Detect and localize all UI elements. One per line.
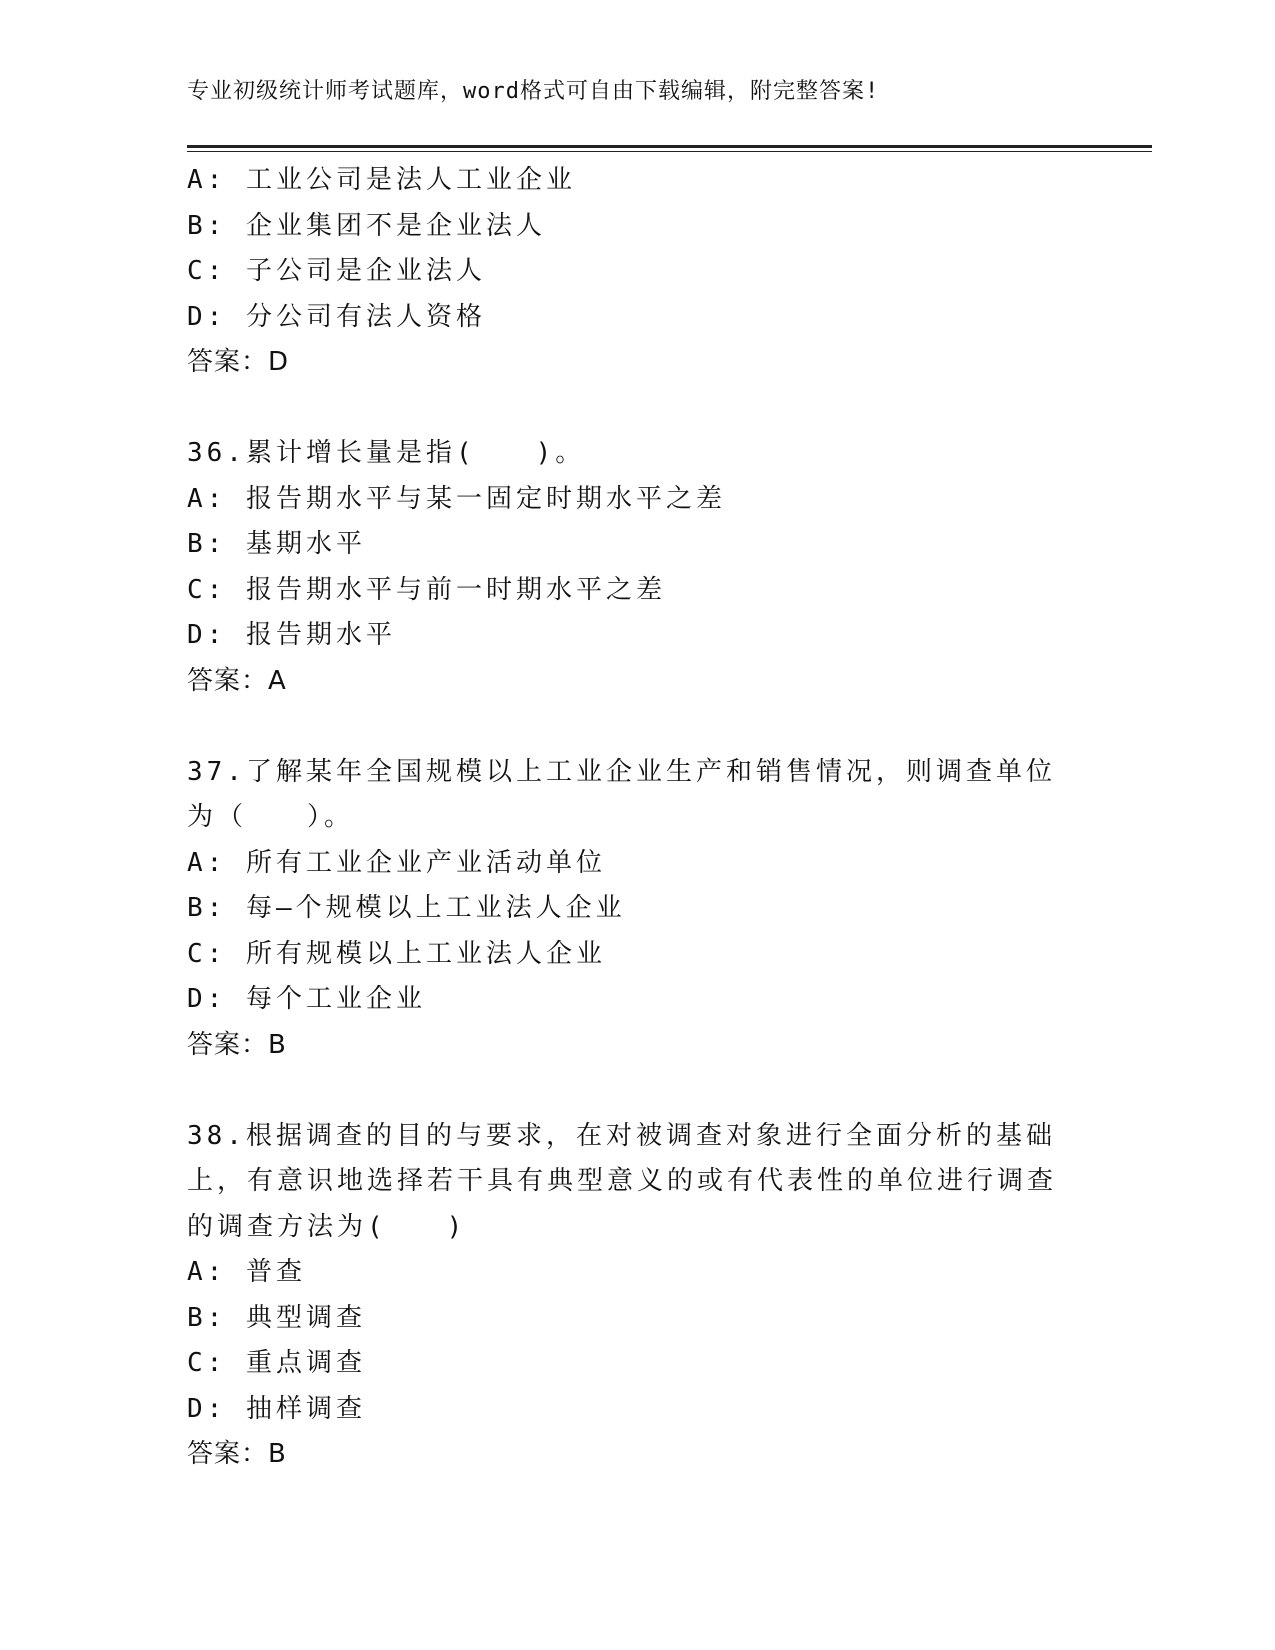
question-35 <box>187 158 1087 386</box>
option-b: B: 每—个规模以上工业法人企业 <box>187 893 626 923</box>
header-divider-thin <box>187 151 1152 152</box>
answer: 答案：B <box>187 1439 287 1469</box>
option-c: C: 所有规模以上工业法人企业 <box>187 938 606 969</box>
question-37 <box>187 750 1087 1069</box>
option-d: D: 抽样调查 <box>187 1393 366 1424</box>
option-a: A: 普查 <box>187 1257 306 1287</box>
spacer <box>187 386 1087 432</box>
question-text: 38.根据调查的目的与要求，在对被调查对象进行全面分析的基础上，有意识地选择若干具有典型意义的或有代表性的单位进行调查的调查方法为( ) <box>187 1120 1058 1242</box>
option-a: A: 所有工业企业产业活动单位 <box>187 847 606 878</box>
option-d: D: 每个工业企业 <box>187 984 426 1014</box>
question-text: 36.累计增长量是指( )。 <box>187 438 586 468</box>
question-text: 37.了解某年全国规模以上工业企业生产和销售情况，则调查单位为（ ）。 <box>187 756 1056 832</box>
answer: 答案：B <box>187 1029 287 1060</box>
option-d: D: 分公司有法人资格 <box>187 301 486 332</box>
option-b: B: 典型调查 <box>187 1302 366 1333</box>
answer: 答案：D <box>187 347 290 377</box>
option-b: B: 基期水平 <box>187 529 366 559</box>
question-36 <box>187 431 1087 704</box>
option-a: A: 报告期水平与某一固定时期水平之差 <box>187 483 726 514</box>
header-note: 专业初级统计师考试题库，word格式可自由下载编辑，附完整答案! <box>187 79 880 104</box>
option-a: A: 工业公司是法人工业企业 <box>187 165 576 195</box>
question-list <box>187 158 1087 1478</box>
option-b: B: 企业集团不是企业法人 <box>187 210 546 241</box>
option-d: D: 报告期水平 <box>187 620 396 650</box>
option-c: C: 报告期水平与前一时期水平之差 <box>187 574 666 605</box>
option-c: C: 重点调查 <box>187 1348 366 1378</box>
spacer <box>187 1068 1087 1114</box>
spacer <box>187 704 1087 750</box>
option-c: C: 子公司是企业法人 <box>187 256 486 286</box>
header-divider <box>187 145 1152 148</box>
answer: 答案：A <box>187 665 287 696</box>
question-38 <box>187 1114 1087 1478</box>
